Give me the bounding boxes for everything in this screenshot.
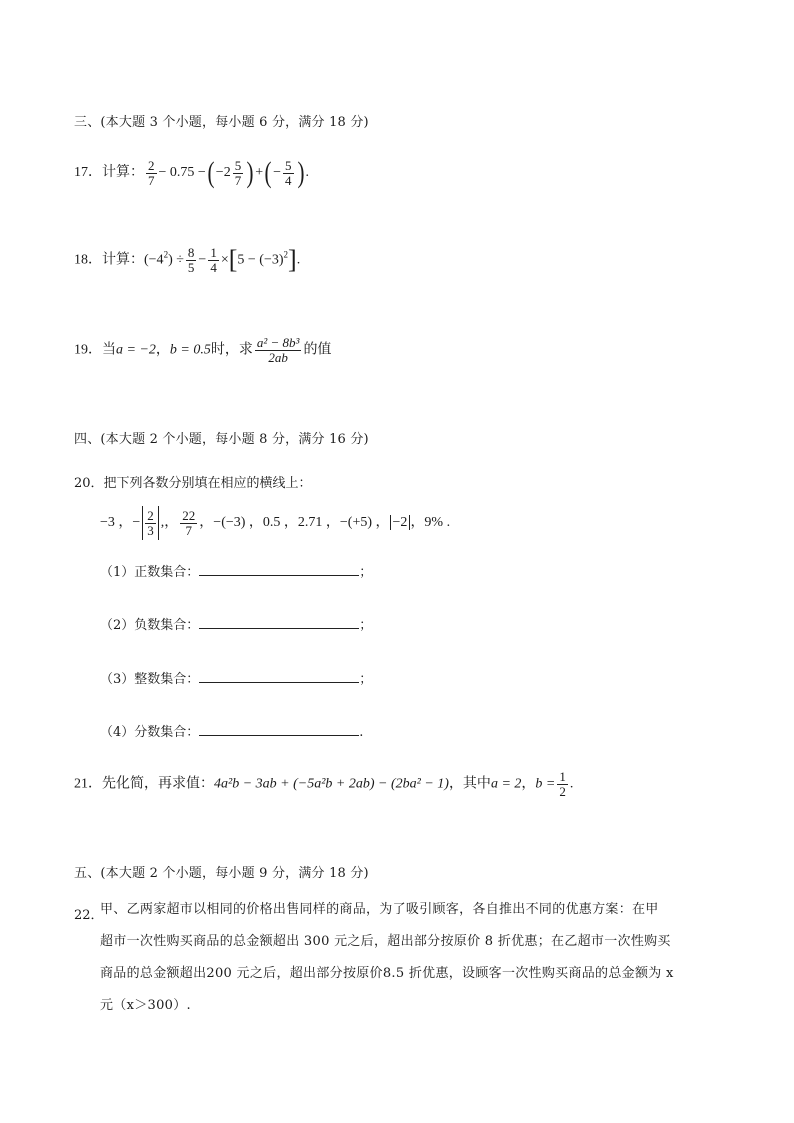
q20-numbers-3: ，−(−3) ，0.5 ，2.71 ，−(+5) ， [199, 515, 390, 531]
q22-line-4: 元（x＞300）. [100, 998, 191, 1013]
q20-item-integer [100, 668, 372, 687]
question-19 [74, 336, 331, 364]
q18-label: 18．计算： [74, 252, 144, 268]
q20-item-end: ； [359, 618, 373, 633]
q20-numbers-4: ，9% . [410, 515, 451, 531]
q19-comma: ， [155, 342, 170, 358]
q17-fraction-1: $\frac{2}{7}$ [148, 157, 155, 188]
q19-fraction: $\frac{\text{a² − 8b³}}{2ab}$ [256, 335, 300, 365]
q20-item-positive [100, 561, 372, 580]
q19-a-value: a = −2 [116, 342, 156, 358]
q18-term-2: ) ÷ [168, 252, 184, 268]
section-4-heading: 四、(本大题 2 个小题，每小题 8 分，满分 16 分) [74, 432, 369, 447]
q21-end: . [569, 776, 574, 792]
q20-numbers-1: −3 ，− [100, 515, 141, 531]
question-21 [74, 770, 573, 798]
q22-line-3: 商品的总金额超出200 元之后，超出部分按原价8.5 折优惠，设顾客一次性购买商品的总金额为 x [100, 966, 674, 981]
q20-number-list [100, 506, 450, 540]
q20-fraction: $\frac{22}{7}$ [182, 507, 196, 538]
q18-term-1: (−4 [144, 252, 164, 268]
q18-fraction-1: $\frac{8}{5}$ [187, 245, 195, 275]
q19-b-value: b = 0.5 [169, 342, 211, 358]
q18-sup-1: 2 [163, 249, 169, 260]
answer-blank[interactable] [199, 563, 359, 576]
q21-fraction: $\frac{1}{2}$ [559, 769, 566, 799]
section-5-heading: 五、(本大题 2 个小题，每小题 9 分，满分 18 分) [74, 866, 369, 881]
q18-sup-2: 2 [283, 249, 289, 260]
q20-item-end: ； [359, 565, 373, 580]
q17-inner-1: −2 [215, 165, 231, 181]
q18-term-3: 5 − (−3) [237, 252, 284, 268]
section-3-heading: 三、(本大题 3 个小题，每小题 6 分，满分 18 分) [74, 115, 369, 130]
answer-blank[interactable] [199, 616, 359, 629]
q17-fraction-3: $\frac{5}{4}$ [285, 157, 292, 188]
q19-end: 的值 [303, 342, 332, 358]
q21-expression: 4a²b − 3ab + (−5a²b + 2ab) − (2ba² − 1) [214, 776, 449, 792]
q20-item-label: （3）整数集合： [100, 672, 200, 687]
q21-comma: ， [521, 776, 536, 792]
q20-item-end: . [359, 725, 364, 740]
q18-end: . [296, 252, 301, 268]
question-18: 18．计算：$(-4^2)$ ÷ $\frac{8}{5}$ − $\frac{1}{4}$ $\times[5 - (-3)^2]$. [74, 245, 301, 275]
q21-b-value: b = [535, 776, 556, 792]
q22-label: 22． [74, 908, 104, 923]
q17-inner-2: − [273, 165, 282, 181]
q20-numbers-2: ,， [160, 515, 179, 531]
q20-item-label: （4）分数集合： [100, 725, 200, 740]
q19-label: 19．当 [74, 342, 116, 358]
q20-abs-value: −2 [390, 515, 411, 530]
q20-item-label: （2）负数集合： [100, 618, 200, 633]
answer-blank[interactable] [199, 670, 359, 683]
q17-term: − 0.75 − [158, 165, 206, 181]
q17-plus: + [255, 165, 264, 181]
q20-item-fraction [100, 721, 363, 740]
question-17: 17．计算： $\frac{2}{7}$ − 0.75 −( −2 $\frac{5}{7}$ ) +( − $\frac{5}{4}$ ) . [74, 156, 310, 189]
q20-item-end: ； [359, 672, 373, 687]
q20-label: 20．把下列各数分别填在相应的横线上： [74, 476, 312, 491]
q18-times: × [220, 252, 229, 268]
q18-minus: − [198, 252, 207, 268]
q21-a-value: a = 2 [490, 776, 522, 792]
q17-end: . [305, 165, 310, 181]
q17-label: 17．计算： [74, 165, 144, 181]
q22-line-1: 甲、乙两家超市以相同的价格出售同样的商品，为了吸引顾客，各自推出不同的优惠方案：在甲 [100, 902, 659, 917]
q17-fraction-2: $\frac{5}{7}$ [234, 157, 242, 188]
q20-item-label: （1）正数集合： [100, 565, 200, 580]
q20-abs-fraction: $\frac{2}{3}$ [147, 507, 154, 538]
q21-mid: ，其中 [448, 776, 491, 792]
q19-mid: 时，求 [210, 342, 253, 358]
q22-line-2: 超市一次性购买商品的总金额超出 300 元之后，超出部分按原价 8 折优惠；在乙超市一次性购买 [100, 934, 671, 949]
q18-fraction-2: $\frac{1}{4}$ [210, 245, 217, 275]
answer-blank[interactable] [199, 723, 359, 736]
q20-item-negative [100, 614, 372, 633]
q21-label: 21．先化简，再求值： [74, 776, 214, 792]
